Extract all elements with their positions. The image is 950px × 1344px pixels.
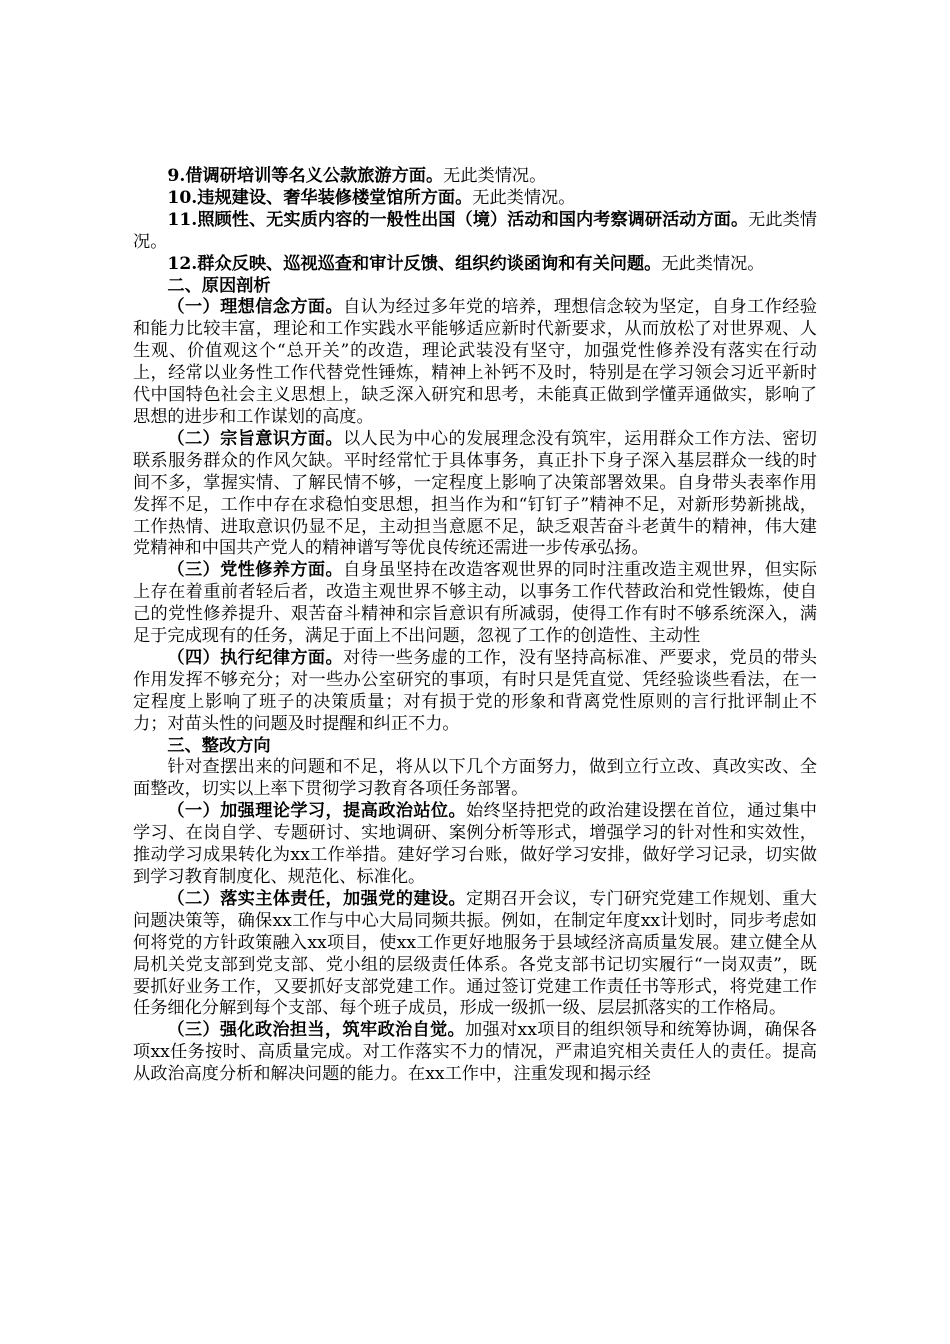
item-text: 无此类情况。 bbox=[472, 187, 576, 208]
paragraph bbox=[133, 1020, 817, 1086]
paragraph-text: 始终坚持把党的政治建设摆在首位，通过集中学习、在岗自学、专题研讨、实地调研、案例分析等形式，增强学习的针对性和实效性，推动学习成果转化为xx工作举措。建好学习台账，做好学习安排，做好学习记录，切实做到学习教育制度化、规范化、标准化。 bbox=[133, 801, 817, 887]
paragraph-text: 定期召开会议，专门研究党建工作规划、重大问题决策等，确保xx工作与中心大局同频共振。例如，在制定年度xx计划时，同步考虑如何将党的方针政策融入xx项目，使xx工作更好地服务于县域经济高质量发展。建立健全从局机关党支部到党支部、党小组的层级责任体系。各党支部书记切实履行“一岗双责”，既要抓好业务工作，又要抓好支部党建工作。通过签订党建工作责任书等形式，将党建工作任务细化分解到每个支部、每个班子成员，形成一级抓一级、层层抓落实的工作格局。 bbox=[133, 888, 817, 1019]
paragraph bbox=[133, 429, 817, 560]
paragraph bbox=[133, 801, 817, 889]
paragraph bbox=[133, 889, 817, 1020]
list-item bbox=[133, 188, 817, 210]
paragraph-text: 自身虽坚持在改造客观世界的同时注重改造主观世界，但实际上存在着重前者轻后者，改造主观世界不够主动，以事务工作代替政治和党性锻炼，使自己的党性修养提升、艰苦奋斗精神和宗旨意识有所减弱，使得工作有时不够系统深入，满足于完成现有的任务，满足于面上不出问题，忽视了工作的创造性、主动性 bbox=[133, 560, 817, 647]
list-item bbox=[133, 254, 817, 276]
paragraph bbox=[133, 648, 817, 736]
paragraph-text: 自认为经过多年党的培养，理想信念较为坚定，自身工作经验和能力比较丰富，理论和工作实践水平能够适应新时代新要求，从而放松了对世界观、人生观、价值观这个“总开关”的改造，理论武装没有坚守，加强党性修养没有落实在行动上，经常以业务性工作代替党性锤炼，精神上补钙不及时，特别是在学习领会习近平新时代中国特色社会主义思想上，缺乏深入研究和思考，未能真正做到学懂弄通做实，影响了思想的进步和工作谋划的高度。 bbox=[133, 297, 817, 427]
paragraph-title: （二）落实主体责任，加强党的建设。 bbox=[167, 888, 467, 909]
item-title: 11.照顾性、无实质内容的一般性出国（境）活动和国内考察调研活动方面。 bbox=[167, 209, 749, 230]
paragraph-text: 以人民为中心的发展理念没有筑牢，运用群众工作方法、密切联系服务群众的作风欠缺。平时经常忙于具体事务，真正扑下身子深入基层群众一线的时间不多，掌握实情、了解民情不够，一定程度上影响了决策部署效果。自身带头表率作用发挥不足，工作中存在求稳怕变思想，担当作为和“钉钉子”精神不足，对新形势新挑战，工作热情、进取意识仍显不足，主动担当意愿不足，缺乏艰苦奋斗老黄牛的精神，伟大建党精神和中国共产党人的精神谱写等优良传统还需进一步传承弘扬。 bbox=[133, 428, 817, 559]
item-title: 10.违规建设、奢华装修楼堂馆所方面。 bbox=[167, 187, 473, 208]
paragraph-title: （一）理想信念方面。 bbox=[167, 297, 344, 318]
list-item bbox=[133, 210, 817, 254]
section-heading-cause-analysis: 二、原因剖析 bbox=[167, 275, 271, 296]
paragraph-title: （三）党性修养方面。 bbox=[167, 560, 344, 581]
paragraph-text: 加强对xx项目的组织领导和统筹协调，确保各项xx任务按时、高质量完成。对工作落实不力的情况，严肃追究相关责任人的责任。提高从政治高度分析和解决问题的能力。在xx工作中，注重发现和揭示经 bbox=[133, 1020, 817, 1085]
section-heading-rectification: 三、整改方向 bbox=[167, 735, 271, 756]
item-text: 无此类情况。 bbox=[133, 209, 817, 252]
paragraph bbox=[133, 560, 817, 648]
item-title: 9.借调研培训等名义公款旅游方面。 bbox=[167, 166, 444, 186]
section-intro: 针对查摆出来的问题和不足，将从以下几个方面努力，做到立行立改、真改实改、全面整改，切实以上率下贯彻学习教育各项任务部署。 bbox=[133, 757, 817, 800]
paragraph-title: （四）执行纪律方面。 bbox=[167, 647, 344, 668]
document-page bbox=[133, 166, 817, 1086]
paragraph-title: （二）宗旨意识方面。 bbox=[167, 428, 344, 449]
item-text: 无此类情况。 bbox=[661, 253, 765, 274]
item-title: 12.群众反映、巡视巡查和审计反馈、组织约谈函询和有关问题。 bbox=[167, 253, 662, 274]
paragraph-text: 对待一些务虚的工作，没有坚持高标准、严要求，党员的带头作用发挥不够充分；对一些办公室研究的事项，有时只是凭直觉、凭经验谈些看法，在一定程度上影响了班子的决策质量；对有损于党的形象和背离党性原则的言行批评制止不力；对苗头性的问题及时提醒和纠正不力。 bbox=[133, 647, 817, 734]
list-item bbox=[133, 166, 817, 188]
paragraph bbox=[133, 297, 817, 428]
item-text: 无此类情况。 bbox=[443, 166, 547, 186]
paragraph-title: （三）强化政治担当，筑牢政治自觉。 bbox=[167, 1020, 465, 1041]
paragraph-title: （一）加强理论学习，提高政治站位。 bbox=[167, 801, 467, 822]
